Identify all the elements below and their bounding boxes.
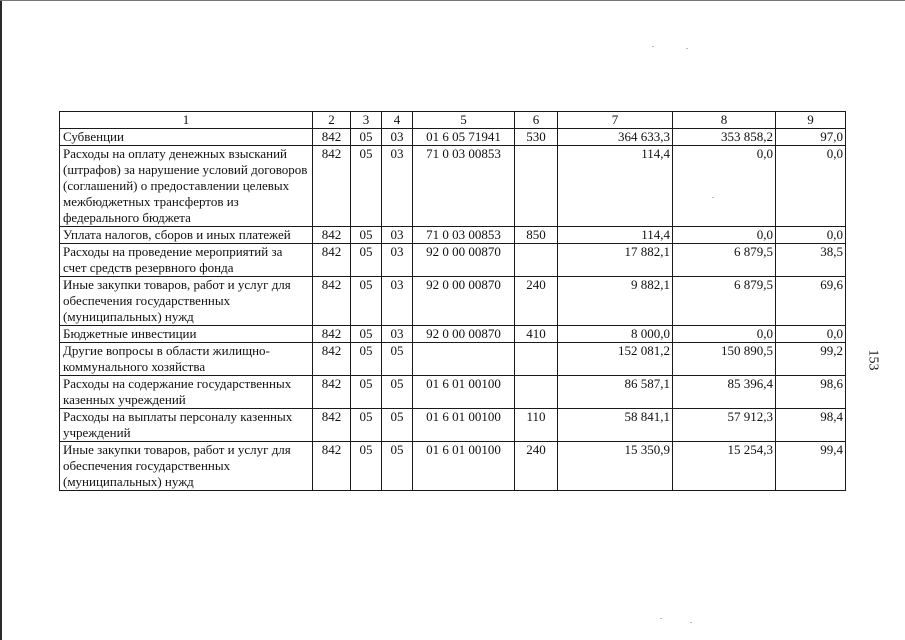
cell-vr <box>515 244 558 277</box>
table-row <box>60 227 846 244</box>
cell-percent: 98,6 <box>776 376 846 409</box>
table-row <box>60 442 846 491</box>
column-header-1: 1 <box>60 112 313 129</box>
cell-rz: 05 <box>351 244 382 277</box>
cell-description: Расходы на оплату денежных взысканий (штрафов) за нарушение условий договоров (соглашений) о предоставлении целевых межбюджетных трансфертов из федерального бюджета <box>60 146 313 227</box>
cell-executed: 15 254,3 <box>673 442 776 491</box>
cell-percent: 69,6 <box>776 277 846 326</box>
scan-speck <box>686 48 688 49</box>
cell-executed: 85 396,4 <box>673 376 776 409</box>
cell-vr: 240 <box>515 277 558 326</box>
column-header-6: 6 <box>515 112 558 129</box>
table-row <box>60 326 846 343</box>
table-row <box>60 146 846 227</box>
cell-pr: 05 <box>382 376 413 409</box>
cell-executed: 0,0 <box>673 227 776 244</box>
cell-pr: 03 <box>382 244 413 277</box>
cell-description: Другие вопросы в области жилищно-коммунального хозяйства <box>60 343 313 376</box>
cell-percent: 98,4 <box>776 409 846 442</box>
table-row <box>60 343 846 376</box>
cell-approved: 8 000,0 <box>558 326 673 343</box>
scan-speck <box>690 622 692 623</box>
cell-csr: 01 6 05 71941 <box>413 129 515 146</box>
cell-percent: 0,0 <box>776 227 846 244</box>
budget-expenditure-table <box>59 111 846 491</box>
cell-description: Иные закупки товаров, работ и услуг для обеспечения государственных (муниципальных) нужд <box>60 277 313 326</box>
column-header-7: 7 <box>558 112 673 129</box>
cell-csr: 71 0 03 00853 <box>413 227 515 244</box>
cell-vr <box>515 146 558 227</box>
column-header-8: 8 <box>673 112 776 129</box>
cell-gr: 842 <box>313 376 351 409</box>
cell-vr: 240 <box>515 442 558 491</box>
cell-approved: 9 882,1 <box>558 277 673 326</box>
cell-description: Бюджетные инвестиции <box>60 326 313 343</box>
table-row <box>60 244 846 277</box>
cell-pr: 03 <box>382 129 413 146</box>
cell-pr: 03 <box>382 227 413 244</box>
cell-executed: 0,0 <box>673 146 776 227</box>
column-header-4: 4 <box>382 112 413 129</box>
cell-rz: 05 <box>351 409 382 442</box>
cell-rz: 05 <box>351 227 382 244</box>
cell-csr: 01 6 01 00100 <box>413 442 515 491</box>
header-row <box>60 112 846 129</box>
cell-description: Субвенции <box>60 129 313 146</box>
scan-speck <box>660 618 662 619</box>
cell-csr: 01 6 01 00100 <box>413 376 515 409</box>
cell-pr: 05 <box>382 343 413 376</box>
cell-rz: 05 <box>351 129 382 146</box>
table-row <box>60 376 846 409</box>
cell-pr: 03 <box>382 326 413 343</box>
cell-pr: 03 <box>382 146 413 227</box>
table-body <box>60 129 846 491</box>
cell-csr: 92 0 00 00870 <box>413 326 515 343</box>
cell-percent: 97,0 <box>776 129 846 146</box>
cell-approved: 17 882,1 <box>558 244 673 277</box>
cell-description: Иные закупки товаров, работ и услуг для обеспечения государственных (муниципальных) нужд <box>60 442 313 491</box>
cell-gr: 842 <box>313 409 351 442</box>
cell-executed: 0,0 <box>673 326 776 343</box>
cell-rz: 05 <box>351 442 382 491</box>
cell-executed: 57 912,3 <box>673 409 776 442</box>
cell-pr: 05 <box>382 442 413 491</box>
table-row <box>60 409 846 442</box>
cell-percent: 99,4 <box>776 442 846 491</box>
cell-csr: 92 0 00 00870 <box>413 277 515 326</box>
cell-vr <box>515 343 558 376</box>
cell-csr: 92 0 00 00870 <box>413 244 515 277</box>
cell-percent: 0,0 <box>776 326 846 343</box>
cell-csr: 71 0 03 00853 <box>413 146 515 227</box>
cell-percent: 38,5 <box>776 244 846 277</box>
cell-gr: 842 <box>313 442 351 491</box>
cell-executed: 6 879,5 <box>673 244 776 277</box>
cell-rz: 05 <box>351 277 382 326</box>
cell-description: Расходы на содержание государственных казенных учреждений <box>60 376 313 409</box>
cell-gr: 842 <box>313 146 351 227</box>
cell-approved: 364 633,3 <box>558 129 673 146</box>
scan-edge-top <box>0 0 905 1</box>
cell-description: Расходы на выплаты персоналу казенных учреждений <box>60 409 313 442</box>
cell-executed: 150 890,5 <box>673 343 776 376</box>
cell-pr: 05 <box>382 409 413 442</box>
cell-executed: 6 879,5 <box>673 277 776 326</box>
cell-gr: 842 <box>313 277 351 326</box>
cell-gr: 842 <box>313 244 351 277</box>
cell-rz: 05 <box>351 146 382 227</box>
cell-vr: 410 <box>515 326 558 343</box>
cell-percent: 99,2 <box>776 343 846 376</box>
cell-vr: 110 <box>515 409 558 442</box>
cell-csr: 01 6 01 00100 <box>413 409 515 442</box>
cell-approved: 15 350,9 <box>558 442 673 491</box>
cell-gr: 842 <box>313 129 351 146</box>
cell-description: Расходы на проведение мероприятий за счет средств резервного фонда <box>60 244 313 277</box>
cell-vr: 530 <box>515 129 558 146</box>
scan-speck <box>712 197 714 198</box>
table-row <box>60 129 846 146</box>
cell-csr <box>413 343 515 376</box>
table-row <box>60 277 846 326</box>
cell-approved: 86 587,1 <box>558 376 673 409</box>
cell-vr <box>515 376 558 409</box>
page-number: 153 <box>865 349 881 371</box>
cell-approved: 114,4 <box>558 227 673 244</box>
cell-pr: 03 <box>382 277 413 326</box>
cell-description: Уплата налогов, сборов и иных платежей <box>60 227 313 244</box>
cell-vr: 850 <box>515 227 558 244</box>
cell-gr: 842 <box>313 343 351 376</box>
cell-rz: 05 <box>351 376 382 409</box>
cell-rz: 05 <box>351 343 382 376</box>
cell-gr: 842 <box>313 326 351 343</box>
cell-approved: 58 841,1 <box>558 409 673 442</box>
cell-rz: 05 <box>351 326 382 343</box>
scan-edge <box>0 0 2 640</box>
cell-approved: 152 081,2 <box>558 343 673 376</box>
column-header-3: 3 <box>351 112 382 129</box>
cell-approved: 114,4 <box>558 146 673 227</box>
scan-speck <box>652 46 654 47</box>
column-header-2: 2 <box>313 112 351 129</box>
column-header-5: 5 <box>413 112 515 129</box>
cell-executed: 353 858,2 <box>673 129 776 146</box>
cell-percent: 0,0 <box>776 146 846 227</box>
column-header-9: 9 <box>776 112 846 129</box>
cell-gr: 842 <box>313 227 351 244</box>
